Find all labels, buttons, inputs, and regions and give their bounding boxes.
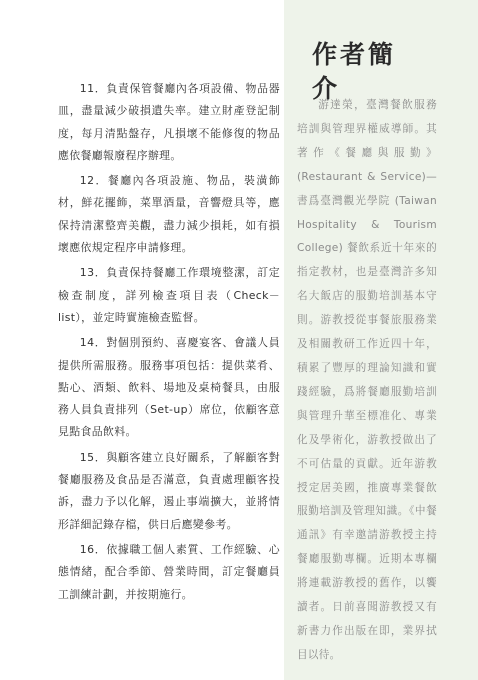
paragraph-13: 13．負責保持餐廳工作環境整潔，訂定檢查制度，詳列檢查項目表（Check－list），並定時實施檢查監督。 <box>58 266 280 324</box>
main-text-column <box>58 78 280 609</box>
paragraph-12: 12．餐廳內各項設施、物品，裝潢飾材，鮮花擺飾，菜單酒量，音響燈具等，應保持清潔整齊美觀，盡力減少損耗，如有損壞應依規定程序申請修理。 <box>58 174 280 255</box>
paragraph-15: 15．與顧客建立良好關系，了解顧客對餐廳服務及食品是否滿意，負責處理顧客投訴，盡力予以化解，遏止事端擴大，並將情形詳細記錄存檔，供日后應變參考。 <box>58 450 280 531</box>
paragraph-11: 11．負責保管餐廳內各項設備、物品器皿，盡量減少破損遺失率。建立財產登記制度，每月清點盤存，凡損壞不能修復的物品應依餐廳報廢程序辦理。 <box>58 82 280 162</box>
paragraph-14: 14．對個別預約、喜慶宴客、會議人員提供所需服務。服務事項包括：提供菜肴、點心、酒類、飲料、場地及桌椅餐具，由服務人員負責排列（Set-up）席位，依顧客意見點食品飲料。 <box>58 336 280 439</box>
paragraph-16: 16．依據職工個人素質、工作經驗、心態情緒，配合季節、營業時間，訂定餐廳員工訓練計劃，并按期施行。 <box>58 542 280 601</box>
author-bio: 游達榮，臺灣餐飲服務培訓與管理界權威導師。其著作《餐廳與服勤》(Restaurant & Service)—書爲臺灣觀光學院 (Taiwan Hospitality & Tourism College) 餐飲系近十年來的指定教材，也是臺灣許多知名大飯店的服勤培訓基本守則。游教授從事餐旅服務業及相關教研工作近四十年，積累了豐厚的理論知識和實踐經驗，爲將餐廳服勤培訓與管理升華至標准化、專業化及學術化，游教授做出了不可估量的貢獻。近年游教授定居美國，推廣專業餐飲服勤培訓及管理知識。《中餐通訊》有幸邀請游教授主持餐廳服勤專欄。近期本專欄將連載游教授的舊作，以饗讀者。日前喜聞游教授又有新書力作出版在即，業界拭目以待。 <box>297 99 437 661</box>
sidebar-title: 作者簡介 <box>312 40 397 103</box>
